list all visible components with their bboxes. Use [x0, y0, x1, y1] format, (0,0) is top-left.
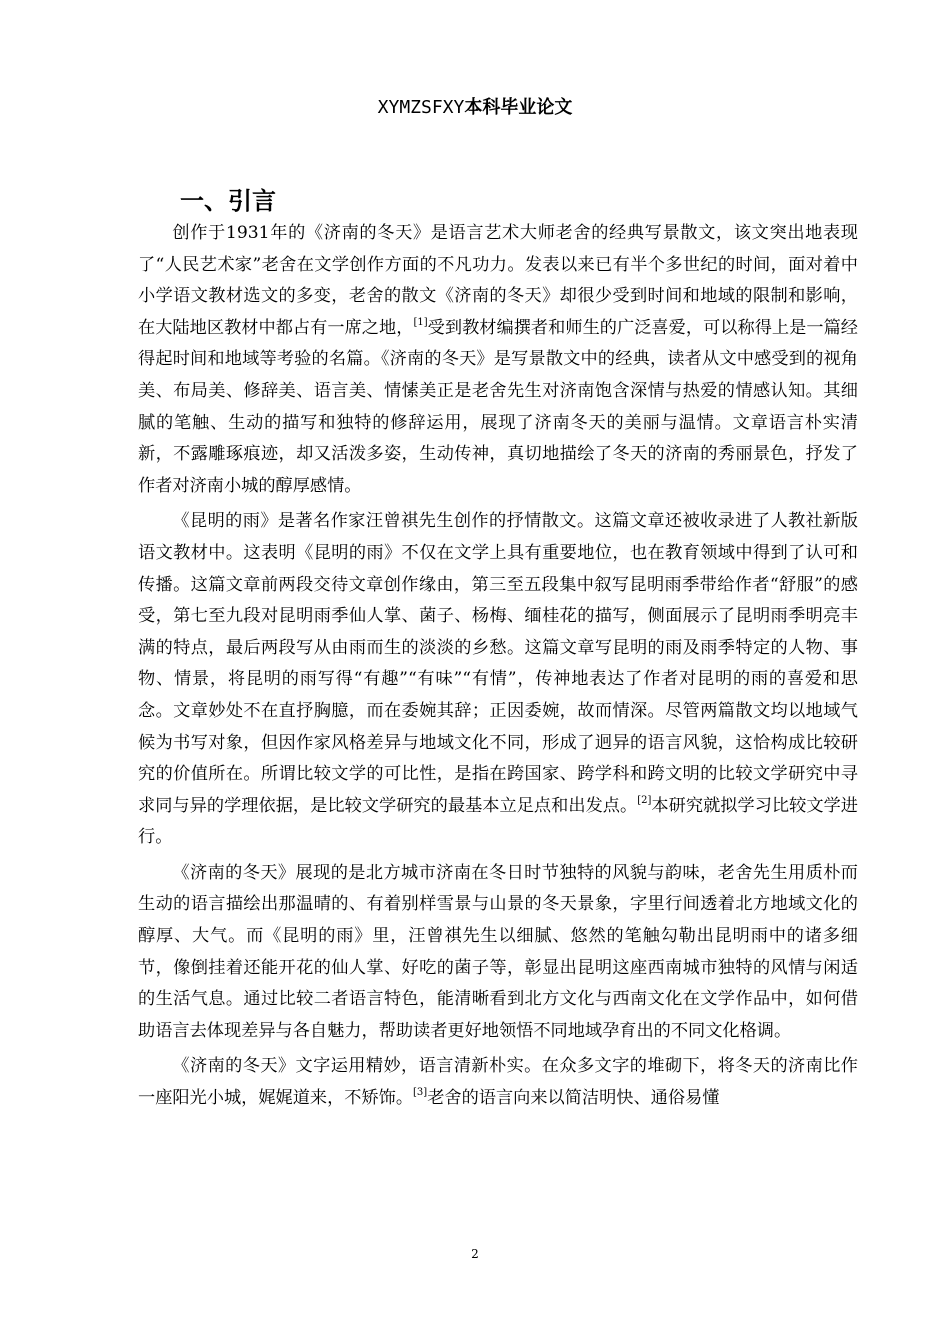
paragraph-1-text-b: 受到教材编撰者和师生的广泛喜爱，可以称得上是一篇经得起时间和地域等考验的名篇。《济南的冬天》是写景散文中的经典，读者从文中感受到的视角美、布局美、修辞美、语言美、情愫美正是老舍先生对济南饱含深情与热爱的情感认知。其细腻的笔触、生动的描写和独特的修辞运用，展现了济南冬天的美丽与温情。文章语言朴实清新，不露雕琢痕迹，却又活泼多姿，生动传神，真切地描绘了冬天的济南的秀丽景色，抒发了作者对济南小城的醇厚感情。 [138, 317, 858, 496]
section-heading: 一、引言 [180, 187, 276, 215]
citation-2: [2] [637, 794, 652, 806]
header-school-code: XYMZSFXY [377, 97, 465, 118]
paragraph-3 [138, 858, 858, 1048]
paragraph-4 [138, 1051, 858, 1114]
paragraph-2-text-a: 《昆明的雨》是著名作家汪曾祺先生创作的抒情散文。这篇文章还被收录进了人教社新版语文教材中。这表明《昆明的雨》不仅在文学上具有重要地位，也在教育领域中得到了认可和传播。这篇文章前两段交待文章创作缘由，第三至五段集中叙写昆明雨季带给作者“舒服”的感受，第七至九段对昆明雨季仙人掌、菌子、杨梅、缅桂花的描写，侧面展示了昆明雨季明亮丰满的特点，最后两段写从由雨而生的淡淡的乡愁。这篇文章写昆明的雨及雨季特定的人物、事物、情景，将昆明的雨写得“有趣”“有味”“有情”，传神地表达了作者对昆明的雨的喜爱和思念。文章妙处不在直抒胸臆，而在委婉其辞；正因委婉，故而情深。尽管两篇散文均以地域气候为书写对象，但因作家风格差异与地域文化不同，形成了迥异的语言风貌，这恰构成比较研究的价值所在。所谓比较文学的可比性，是指在跨国家、跨学科和跨文明的比较文学研究中寻求同与异的学理依据，是比较文学研究的最基本立足点和出发点。 [138, 511, 858, 816]
paragraph-2-text-b: 本研究就拟学习比较文学进行。 [138, 795, 858, 848]
paragraph-3-text: 《济南的冬天》展现的是北方城市济南在冬日时节独特的风貌与韵味，老舍先生用质朴而生动的语言描绘出那温晴的、有着别样雪景与山景的冬天景象，字里行间透着北方地域文化的醇厚、大气。而《昆明的雨》里，汪曾祺先生以细腻、悠然的笔触勾勒出昆明雨中的诸多细节，像倒挂着还能开花的仙人掌、好吃的菌子等，彰显出昆明这座西南城市独特的风情与闲适的生活气息。通过比较二者语言特色，能清晰看到北方文化与西南文化在文学作品中，如何借助语言去体现差异与各自魅力，帮助读者更好地领悟不同地域孕育出的不同文化格调。 [138, 862, 858, 1041]
paragraph-2 [138, 506, 858, 854]
paragraph-4-text-a: 《济南的冬天》文字运用精妙，语言清新朴实。在众多文字的堆砌下，将冬天的济南比作一座阳光小城，娓娓道来，不矫饰。 [138, 1056, 858, 1109]
paragraph-1 [138, 218, 858, 502]
header-title: 本科毕业论文 [464, 97, 573, 118]
page-number: 2 [471, 1247, 479, 1261]
paragraph-1-text-a: 创作于1931年的《济南的冬天》是语言艺术大师老舍的经典写景散文，该文突出地表现了“人民艺术家”老舍在文学创作方面的不凡功力。发表以来已有半个多世纪的时间，面对着中小学语文教材选文的多变，老舍的散文《济南的冬天》却很少受到时间和地域的限制和影响，在大陆地区教材中都占有一席之地， [138, 223, 858, 338]
paragraph-4-text-b: 老舍的语言向来以简洁明快、通俗易懂 [427, 1088, 720, 1109]
body-text [138, 218, 858, 1119]
citation-3: [3] [413, 1087, 428, 1099]
citation-1: [1] [413, 316, 428, 328]
running-header [0, 94, 950, 121]
